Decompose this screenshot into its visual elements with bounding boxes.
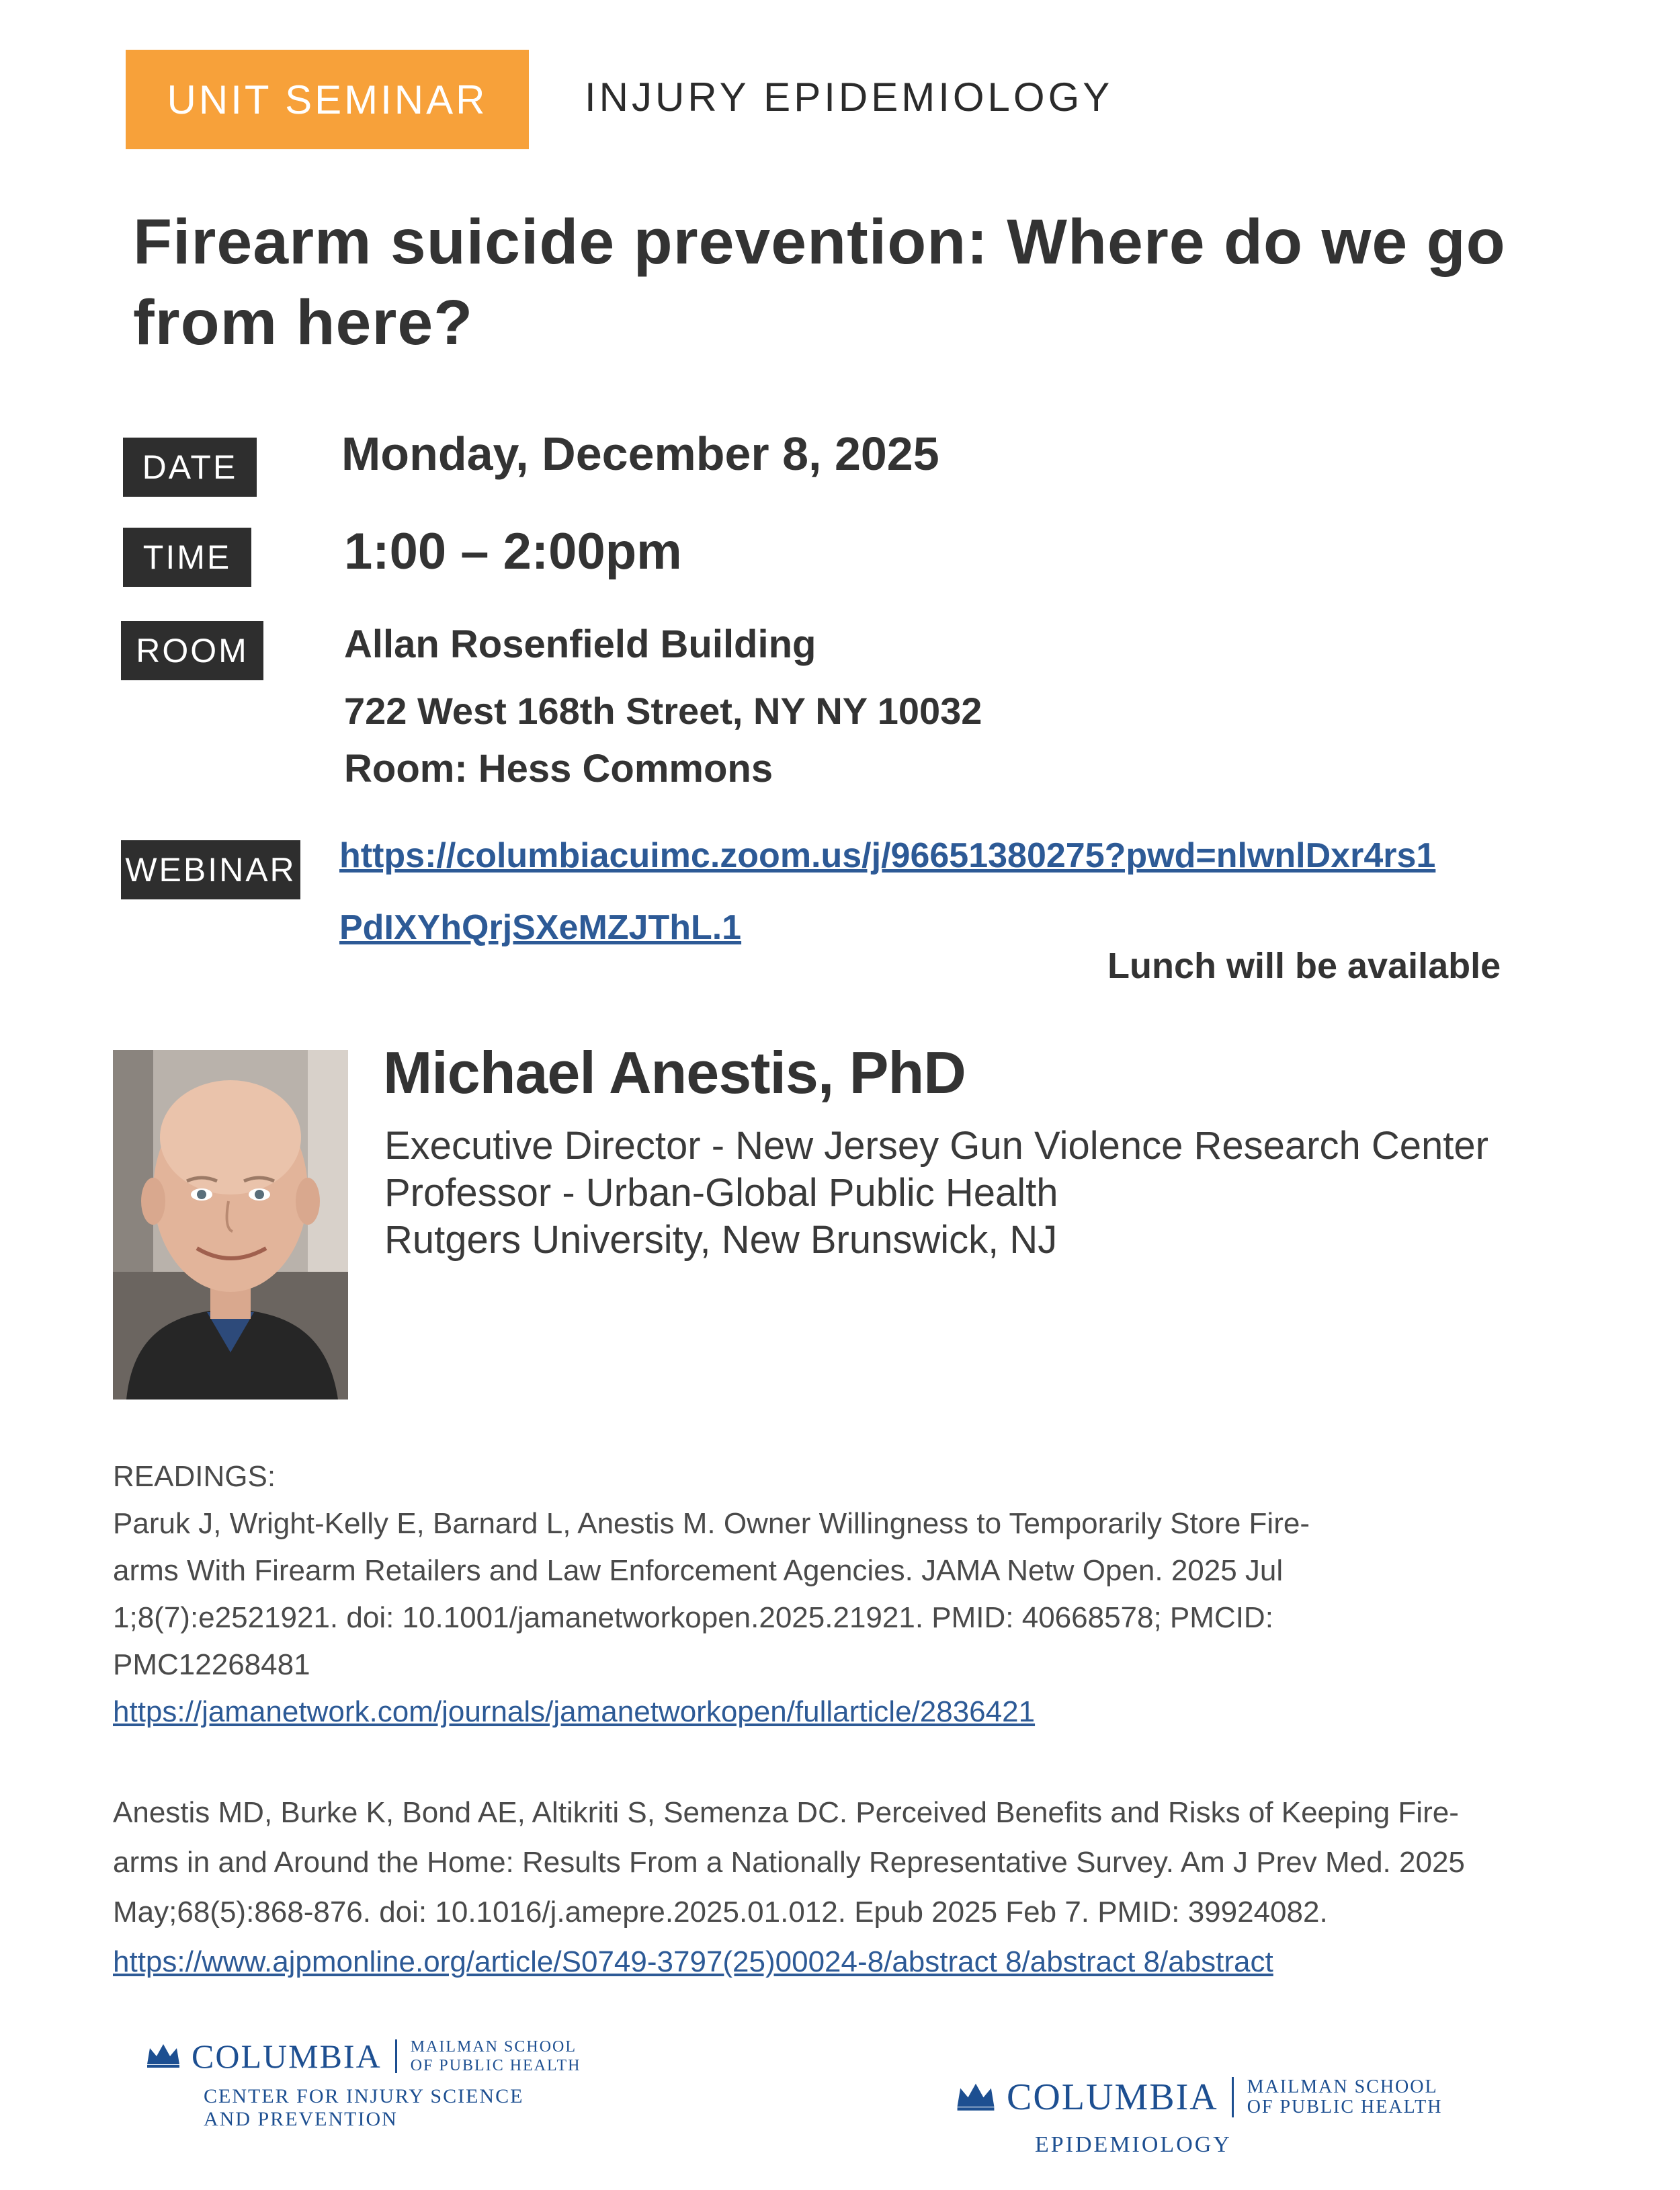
room-name: Room: Hess Commons <box>344 747 773 790</box>
reading-1-line-1: Paruk J, Wright-Kelly E, Barnard L, Anestis M. Owner Willingness to Temporarily Store Fire- <box>113 1507 1310 1540</box>
logo-divider <box>1232 2077 1234 2117</box>
readings-heading: READINGS: <box>113 1460 276 1493</box>
school-name <box>411 2037 581 2075</box>
lunch-note: Lunch will be available <box>1107 946 1501 986</box>
crown-icon <box>144 2041 182 2072</box>
time-value: 1:00 – 2:00pm <box>344 523 682 580</box>
reading-2-link[interactable]: https://www.ajpmonline.org/article/S0749-3797(25)00024-8/abstract 8/abstract 8/abstract <box>113 1945 1273 1978</box>
webinar-link-continued[interactable]: PdIXYhQrjSXeMZJThL.1 <box>339 908 742 947</box>
reading-2-line-2: arms in and Around the Home: Results From a Nationally Representative Survey. Am J Prev Med. 2025 <box>113 1846 1465 1879</box>
date-value: Monday, December 8, 2025 <box>341 428 939 480</box>
columbia-epidemiology-logo <box>954 2076 1442 2156</box>
speaker-name: Michael Anestis, PhD <box>383 1039 966 1106</box>
crown-icon <box>954 2080 997 2115</box>
center-name-line-1: CENTER FOR INJURY SCIENCE <box>204 2085 524 2107</box>
reading-1-line-2: arms With Firearm Retailers and Law Enforcement Agencies. JAMA Netw Open. 2025 Jul <box>113 1554 1284 1587</box>
center-name-line-2: AND PREVENTION <box>204 2108 398 2130</box>
speaker-affiliations <box>384 1123 1488 1264</box>
reading-2-line-1: Anestis MD, Burke K, Bond AE, Altikriti S, Semenza DC. Perceived Benefits and Risks of Keeping Fire- <box>113 1796 1459 1829</box>
reading-1-line-3: 1;8(7):e2521921. doi: 10.1001/jamanetworkopen.2025.21921. PMID: 40668578; PMCID: <box>113 1601 1273 1634</box>
columbia-injury-center-logo <box>144 2037 581 2131</box>
school-name <box>1247 2077 1443 2117</box>
speaker-role-2: Professor - Urban-Global Public Health <box>384 1171 1058 1215</box>
webinar-label: WEBINAR <box>121 840 300 899</box>
columbia-wordmark: COLUMBIA <box>192 2037 382 2075</box>
school-name-line-2: OF PUBLIC HEALTH <box>1247 2097 1443 2117</box>
time-label: TIME <box>123 528 251 587</box>
seminar-title: Firearm suicide prevention: Where do we go from here? <box>133 206 1506 358</box>
columbia-wordmark: COLUMBIA <box>1007 2076 1218 2118</box>
reading-1-line-4: PMC12268481 <box>113 1648 310 1681</box>
school-name-line-1: MAILMAN SCHOOL <box>410 2038 577 2056</box>
department-name: EPIDEMIOLOGY <box>1035 2132 1232 2157</box>
speaker-role-3: Rutgers University, New Brunswick, NJ <box>384 1218 1058 1262</box>
webinar-link[interactable]: https://columbiacuimc.zoom.us/j/96651380275?pwd=nlwnlDxr4rs1 <box>339 836 1436 875</box>
logo-divider <box>395 2039 397 2073</box>
reading-1-link[interactable]: https://jamanetwork.com/journals/jamanetworkopen/fullarticle/2836421 <box>113 1695 1036 1728</box>
center-name <box>204 2085 581 2131</box>
unit-name: INJURY EPIDEMIOLOGY <box>585 75 1114 120</box>
street-address: 722 West 168th Street, NY NY 10032 <box>344 690 982 732</box>
reading-2 <box>113 1788 1605 1987</box>
date-label: DATE <box>123 438 257 497</box>
speaker-role-1: Executive Director - New Jersey Gun Violence Research Center <box>384 1124 1488 1168</box>
reading-2-line-3: May;68(5):868-876. doi: 10.1016/j.amepre.2025.01.012. Epub 2025 Feb 7. PMID: 39924082. <box>113 1896 1328 1929</box>
unit-seminar-badge: UNIT SEMINAR <box>126 50 529 149</box>
school-name-line-1: MAILMAN SCHOOL <box>1247 2076 1438 2097</box>
readings-section <box>113 1453 1578 1736</box>
room-label: ROOM <box>121 621 263 680</box>
speaker-photo <box>113 1050 348 1400</box>
building-name: Allan Rosenfield Building <box>344 622 816 666</box>
school-name-line-2: OF PUBLIC HEALTH <box>410 2057 581 2074</box>
